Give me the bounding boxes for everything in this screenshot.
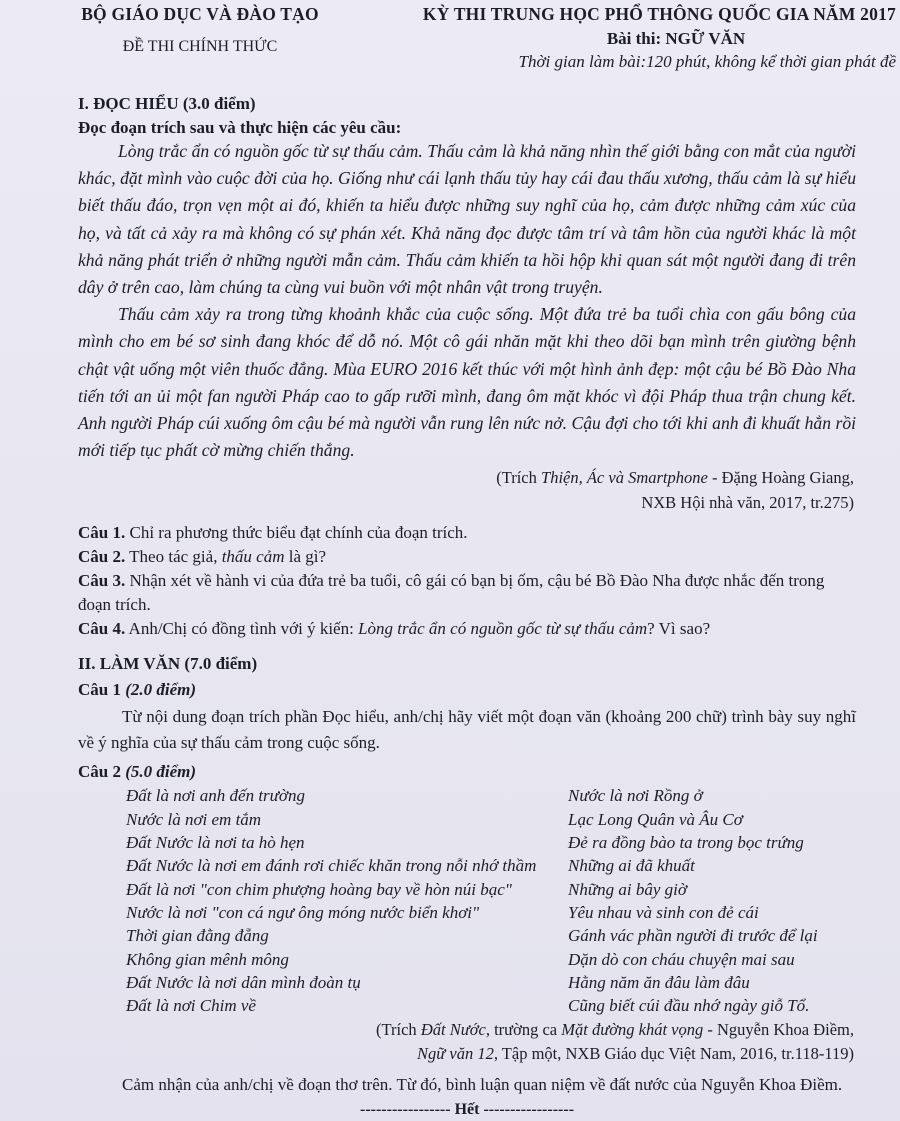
citation-prefix: (Trích	[496, 468, 542, 488]
exam-subject: Bài thi: NGỮ VĂN	[606, 29, 746, 48]
writing-question-2-heading	[78, 762, 856, 782]
question-list	[78, 521, 856, 641]
poem-line: Không gian mênh mông	[126, 949, 289, 969]
question-4	[78, 617, 856, 641]
poem-citation	[78, 1018, 856, 1066]
citation-text: , trường ca	[485, 1020, 562, 1040]
poem-line: Gánh vác phần người đi trước để lại	[568, 926, 818, 946]
poem-line: Đất là nơi "con chim phượng hoàng bay về hòn núi bạc"	[126, 879, 512, 899]
citation-author: - Đặng Hoàng Giang,	[707, 468, 854, 488]
writing-question-2-prompt: Cảm nhận của anh/chị về đoạn thơ trên. Từ đó, bình luận quan niệm về đất nước của Nguyễn Khoa Điềm.	[122, 1075, 843, 1095]
poem-line: Yêu nhau và sinh con đẻ cái	[568, 902, 759, 922]
exam-title: KỲ THI TRUNG HỌC PHỔ THÔNG QUỐC GIA NĂM 2017	[422, 4, 896, 24]
citation-collection-title: Mặt đường khát vọng	[561, 1020, 704, 1040]
question-label: Câu 1	[78, 680, 126, 700]
reading-section	[78, 94, 856, 641]
poem-line: Dặn dò con cháu chuyện mai sau	[568, 949, 795, 969]
question-points: (5.0 điểm)	[125, 762, 197, 782]
poem-line: Cũng biết cúi đầu nhớ ngày giỗ Tổ.	[568, 996, 810, 1016]
question-label: Câu 2.	[78, 547, 126, 567]
official-exam-label: ĐỀ THI CHÍNH THỨC	[122, 38, 278, 55]
citation-author: - Nguyễn Khoa Điềm,	[703, 1020, 854, 1040]
question-points: (2.0 điểm)	[125, 680, 197, 700]
ministry-name: BỘ GIÁO DỤC VÀ ĐÀO TẠO	[81, 4, 319, 24]
question-text: là gì?	[284, 547, 327, 567]
header-right	[336, 4, 896, 72]
poem-line: Đất Nước là nơi ta hò hẹn	[126, 833, 305, 853]
passage-paragraph: Lòng trắc ẩn có nguồn gốc từ sự thấu cảm. Thấu cảm là khả năng nhìn thế giới bằng con mắt của người khác, đặt mình vào cuộc đời của họ. Giống như cái lạnh thấu tủy hay cái đau thấu xương, thấu cảm là sự hiểu biết thấu đáo, trọn vẹn một ai đó, khiến ta hiểu được những suy nghĩ của họ, cảm được những cảm xúc của họ, và tất cả xảy ra mà không có sự phán xét. Khả năng đọc được tâm trí và tâm hồn của người khác là một khả năng phát triển ở những người mẫn cảm. Thấu cảm khiến ta hồi hộp khi quan sát một người đang đi trên dây ở trên cao, làm chúng ta cùng vui buồn với một nhân vật trong truyện.	[78, 141, 856, 298]
writing-question-1-text: Từ nội dung đoạn trích phần Đọc hiểu, anh/chị hãy viết một đoạn văn (khoảng 200 chữ) trình bày suy nghĩ về ý nghĩa của sự thấu cảm trong cuộc sống.	[78, 707, 856, 753]
question-text: Anh/Chị có đồng tình với ý kiến:	[125, 619, 359, 639]
poem-left-column	[126, 784, 536, 1017]
question-label: Câu 2	[78, 762, 126, 782]
question-text: Chỉ ra phương thức biểu đạt chính của đoạn trích.	[125, 523, 468, 543]
citation-publisher: NXB Hội nhà văn, 2017, tr.275)	[641, 493, 854, 513]
poem-line: Lạc Long Quân và Âu Cơ	[568, 809, 743, 829]
citation-prefix: (Trích	[376, 1020, 421, 1040]
poem-line: Nước là nơi em tắm	[126, 809, 262, 829]
poem-line: Nước là nơi Rồng ở	[568, 786, 703, 806]
question-emphasis: thấu cảm	[221, 547, 285, 567]
header-left	[70, 4, 330, 56]
poem-line: Những ai bây giờ	[568, 879, 687, 899]
time-note: Thời gian làm bài:120 phút, không kể thời gian phát đề	[518, 52, 896, 71]
poem-line: Hằng năm ăn đâu làm đâu	[568, 972, 750, 992]
poem-line: Đất Nước là nơi dân mình đoàn tụ	[126, 972, 361, 992]
citation-work-title: Đất Nước	[420, 1020, 486, 1040]
poem-excerpt	[78, 784, 856, 1016]
exam-header	[78, 0, 896, 86]
question-label: Câu 1.	[78, 523, 126, 543]
poem-line: Đất là nơi anh đến trường	[126, 786, 305, 806]
question-emphasis: Lòng trắc ẩn có nguồn gốc từ sự thấu cảm	[358, 619, 648, 639]
poem-line: Đất là nơi Chim về	[126, 996, 256, 1016]
poem-right-column	[568, 784, 818, 1017]
question-text: ? Vì sao?	[647, 619, 711, 639]
question-label: Câu 3.	[78, 571, 126, 591]
citation-publisher: , Tập một, NXB Giáo dục Việt Nam, 2016, tr.118-119)	[493, 1044, 854, 1064]
writing-heading: II. LÀM VĂN (7.0 điểm)	[78, 654, 258, 674]
poem-line: Thời gian đằng đẵng	[126, 926, 269, 946]
citation-textbook-title: Ngữ văn 12	[417, 1044, 494, 1064]
writing-question-1-heading	[78, 680, 856, 700]
question-3	[78, 569, 856, 617]
question-1	[78, 521, 856, 545]
reading-heading: I. ĐỌC HIỂU (3.0 điểm)	[78, 94, 256, 113]
passage-paragraph: Thấu cảm xảy ra trong từng khoảnh khắc của cuộc sống. Một đứa trẻ ba tuổi chìa con gấu bông của mình cho em bé sơ sinh đang khóc để dỗ nó. Một cô gái nhăn mặt khi theo dõi bạn mình trên giường bệnh chật vật uống một viên thuốc đắng. Mùa EURO 2016 kết thúc với một hình ảnh đẹp: một cậu bé Bồ Đào Nha tiến tới an ủi một fan người Pháp cao to gấp rưỡi mình, đang ôm mặt khóc vì đội Pháp thua trận chung kết. Anh người Pháp cúi xuống ôm cậu bé mà người vẫn rung lên nức nở. Cậu đợi cho tới khi anh đi khuất hẳn rồi mới tiếp tục phất cờ mừng chiến thắng.	[78, 304, 856, 461]
question-2	[78, 545, 856, 569]
reading-passage	[78, 138, 856, 464]
poem-line: Đất Nước là nơi em đánh rơi chiếc khăn trong nỗi nhớ thầm	[126, 856, 537, 876]
passage-citation	[78, 465, 856, 515]
question-text: Nhận xét về hành vi của đứa trẻ ba tuổi, cô gái có bạn bị ốm, cậu bé Bồ Đào Nha được nhắc đến trong đoạn trích.	[78, 571, 825, 615]
poem-line: Những ai đã khuất	[568, 856, 695, 876]
poem-line: Nước là nơi "con cá ngư ông móng nước biển khơi"	[126, 902, 480, 922]
question-label: Câu 4.	[78, 619, 126, 639]
writing-section	[78, 654, 856, 1119]
end-marker: ----------------- Hết -----------------	[359, 1101, 575, 1119]
citation-book-title: Thiện, Ác và Smartphone	[541, 468, 708, 488]
poem-line: Đẻ ra đồng bào ta trong bọc trứng	[568, 833, 804, 853]
reading-instruction: Đọc đoạn trích sau và thực hiện các yêu cầu:	[78, 118, 402, 137]
question-text: Theo tác giả,	[125, 547, 222, 567]
